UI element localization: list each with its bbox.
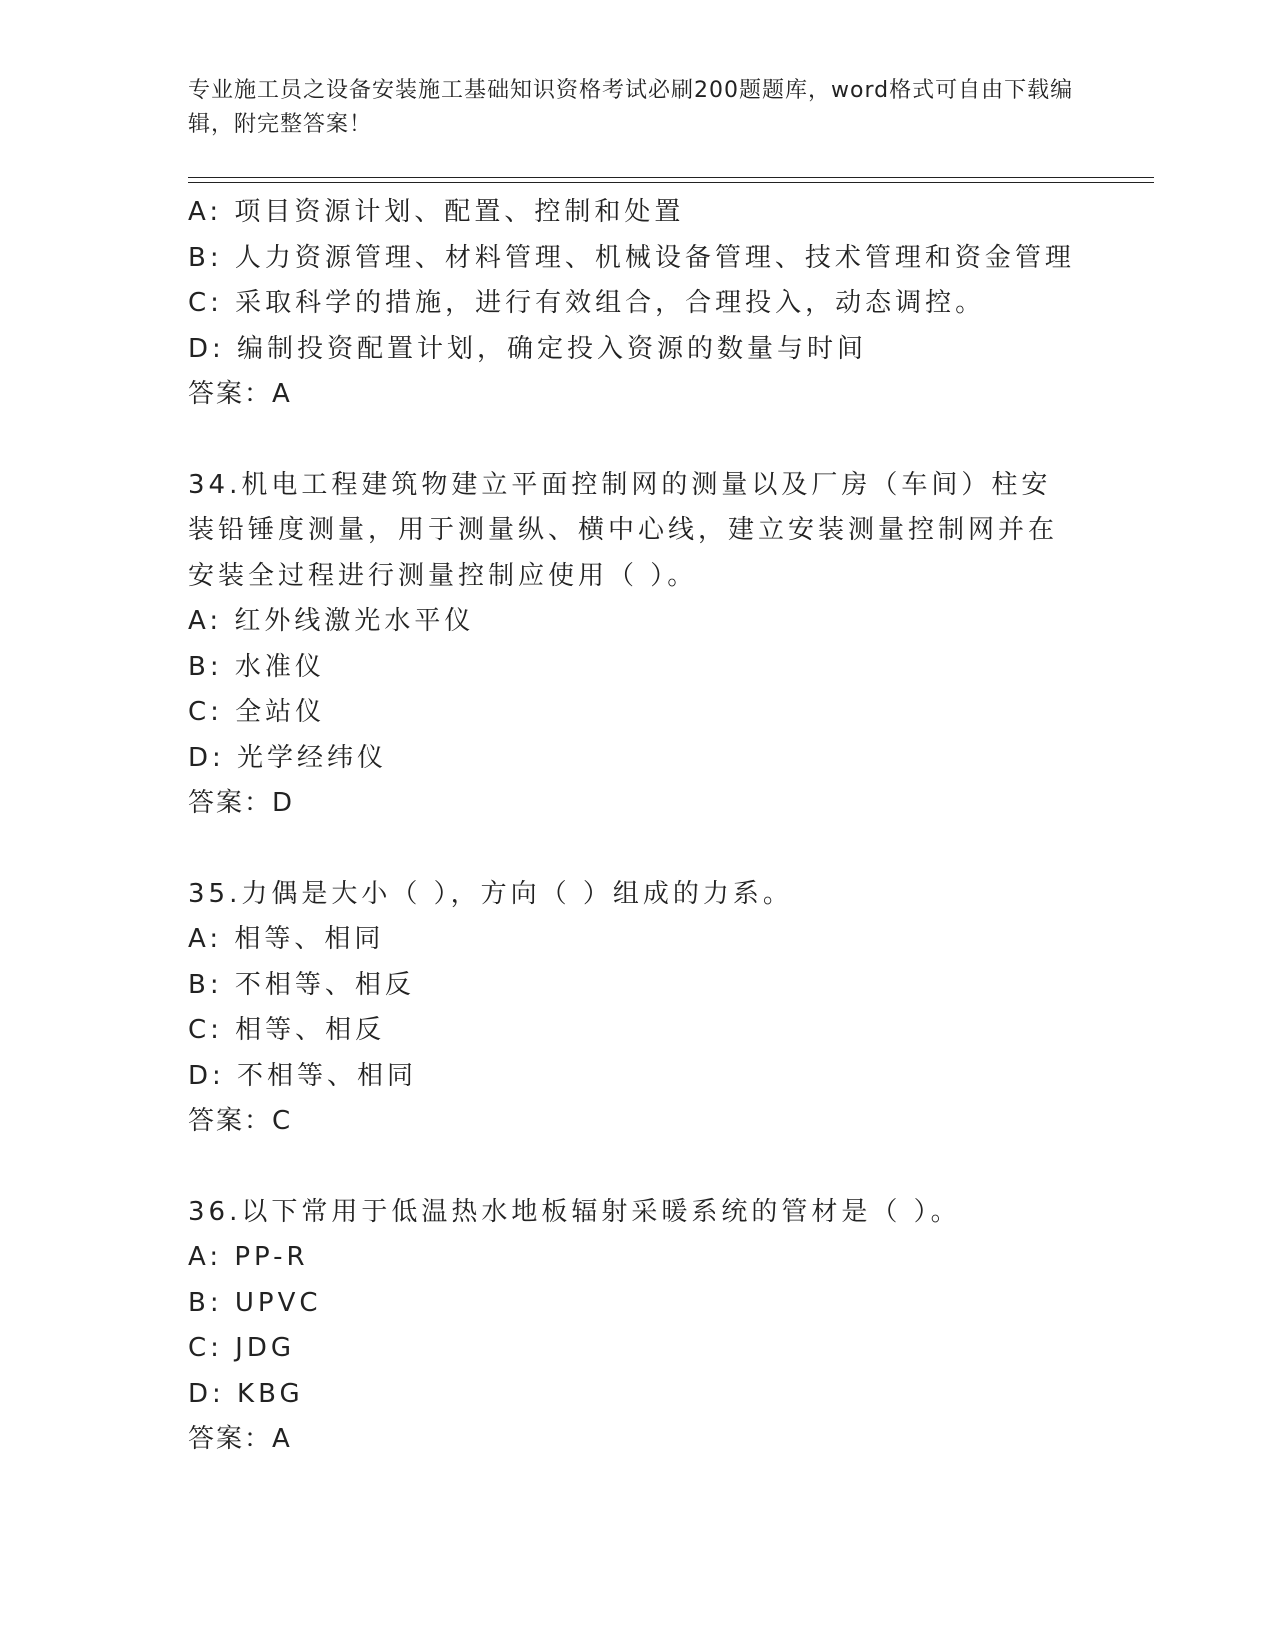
answer-line: 答案：A	[188, 379, 292, 409]
option-c: C: 采取科学的措施，进行有效组合，合理投入，动态调控。	[188, 288, 986, 318]
option-a: A: 红外线激光水平仪	[188, 606, 475, 636]
option-a: A: PP-R	[188, 1242, 309, 1272]
answer-line: 答案：D	[188, 788, 295, 818]
header-divider-top	[188, 177, 1154, 178]
answer-line: 答案：C	[188, 1106, 293, 1136]
question-34-block	[188, 463, 1108, 827]
option-c: C: 全站仪	[188, 697, 326, 727]
question-text: 34.机电工程建筑物建立平面控制网的测量以及厂房（车间）柱安装铅锤度测量，用于测量纵、横中心线，建立安装测量控制网并在安装全过程进行测量控制应使用（ ）。	[188, 469, 1059, 591]
document-title: 专业施工员之设备安装施工基础知识资格考试必刷200题题库，word格式可自由下载编辑，附完整答案！	[188, 78, 1074, 137]
option-d: D: 编制投资配置计划，确定投入资源的数量与时间	[188, 333, 868, 364]
question-36-block	[188, 1190, 1108, 1463]
option-b: B: 不相等、相反	[188, 969, 415, 1000]
option-a: A: 项目资源计划、配置、控制和处置	[188, 197, 685, 227]
option-b: B: 水准仪	[188, 651, 325, 682]
document-header	[188, 74, 1088, 142]
spacer	[188, 827, 1108, 872]
option-b: B: 人力资源管理、材料管理、机械设备管理、技术管理和资金管理	[188, 242, 1075, 273]
question-33-block	[188, 190, 1108, 418]
question-text: 35.力偶是大小（ ），方向（ ）组成的力系。	[188, 878, 793, 909]
question-35-block	[188, 872, 1108, 1145]
option-a: A: 相等、相同	[188, 924, 385, 954]
option-b: B: UPVC	[188, 1287, 322, 1318]
question-text: 36.以下常用于低温热水地板辐射采暖系统的管材是（ ）。	[188, 1196, 961, 1227]
question-list	[188, 190, 1108, 1463]
spacer	[188, 418, 1108, 463]
option-c: C: JDG	[188, 1333, 296, 1363]
header-divider-bottom	[188, 182, 1154, 183]
option-d: D: 光学经纬仪	[188, 742, 388, 773]
option-d: D: KBG	[188, 1378, 304, 1409]
option-c: C: 相等、相反	[188, 1015, 386, 1045]
spacer	[188, 1145, 1108, 1190]
answer-line: 答案：A	[188, 1424, 292, 1454]
option-d: D: 不相等、相同	[188, 1060, 418, 1091]
